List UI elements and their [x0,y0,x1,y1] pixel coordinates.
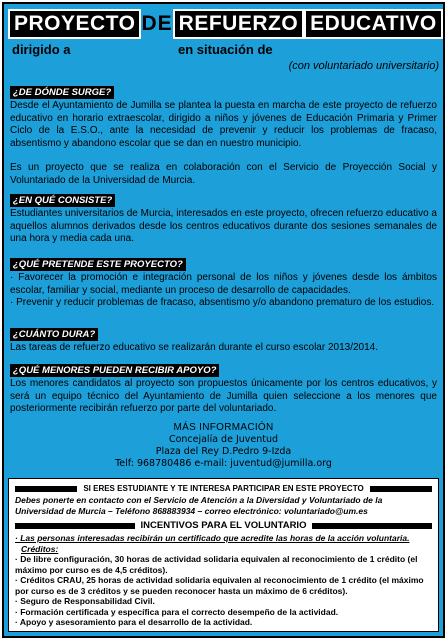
title-word-proyecto: PROYECTO [8,9,141,39]
section-heading: ¿CUÁNTO DURA? [10,328,98,341]
student-heading-label: SI ERES ESTUDIANTE Y TE INTERESA PARTICIPAR EN ESTE PROYECTO [83,484,364,493]
contact-text: Debes ponerte en contacto con el Servicio de Atención a la Diversidad y Voluntariado de la Universidad de Murcia – Teléfono 868883934 – correo electrónico: voluntariado@um.es [15,495,383,516]
section-body [10,100,437,187]
more-info-line: Plaza del Rey D.Pedro 9-Izda [155,446,292,457]
paragraph: · Prevenir y reducir problemas de fracaso, absentismo y/o abandono prematuro de los estudios. [10,297,435,308]
incentive-item: · Formación certificada y específica para el correcto desempeño de la actividad. [15,606,339,617]
volunteer-box [8,478,439,632]
section-heading: ¿QUÉ MENORES PUEDEN RECIBIR APOYO? [10,364,219,377]
subtitle-dirigido: dirigido a [12,42,71,57]
more-info-contact: Telf: 968780486 e-mail: juventud@jumilla.org [115,458,332,469]
more-info-title: MÁS INFORMACIÓN [173,422,274,433]
section-body [10,378,437,416]
incentive-item: · Apoyo y asesoramiento para el desarrollo de la actividad. [15,617,253,627]
student-heading [15,484,432,493]
incentives-heading-label: INCENTIVOS PARA EL VOLUNTARIO [140,520,307,531]
section-heading: ¿QUÉ PRETENDE ESTE PROYECTO? [10,258,186,271]
incentives-list [15,533,432,628]
divider [370,486,432,492]
section-consists [10,190,437,246]
section-aims [10,254,437,310]
paragraph: Es un proyecto que se realiza en colaboración con el Servicio de Proyección Social y Voluntariado de la Universidad de Murcia. [10,162,437,186]
divider [15,486,77,492]
section-heading: ¿EN QUÉ CONSISTE? [10,194,115,207]
paragraph: Desde el Ayuntamiento de Jumilla se plantea la puesta en marcha de este proyecto de refuerzo educativo en horario extraescolar, dirigido a niños y jóvenes de Educación Primaria y Primer Ciclo de la E.S.O., ante la necesidad de prevenir y reducir los problemas de fracaso, absentismo y abandono escolar que se dan en nuestro municipio. [10,100,437,149]
section-duration [10,324,437,355]
incentive-intro: · Las personas interesadas recibirán un certificado que acredite las horas de la acción voluntaria. [15,533,410,543]
section-heading: ¿DE DÓNDE SURGE? [10,86,114,99]
title-word-refuerzo: REFUERZO [173,9,305,39]
section-minors [10,360,437,416]
more-info-line: Concejalía de Juventud [168,434,279,445]
title-word-de: DE [141,12,173,35]
paragraph: · Favorecer la promoción e integración personal de los niños y jóvenes desde los ámbitos escolar, familiar y social, mediante un proceso de desarrollo de capacidades. [10,272,437,296]
credits-label: Créditos: [21,543,59,554]
more-info [10,422,437,472]
title-row [8,10,439,38]
section-body [10,272,437,310]
section-body [10,208,437,246]
incentive-item: · De libre configuración, 30 horas de actividad solidaria equivalen al reconocimiento de 1 crédito (el máximo por curso es de 4,5 créditos). [15,554,418,575]
section-body [10,342,437,355]
incentive-item: · Créditos CRAU, 25 horas de actividad solidaria equivalen al reconocimiento de 1 crédito (el máximo por curso es de 3 créditos y se pueden reconocer hasta un máximo de 6 créditos). [15,575,424,596]
paragraph: Estudiantes universitarios de Murcia, interesados en este proyecto, ofrecen refuerzo educativo a aquellos alumnos derivados desde los centros educativos durante dos sesiones semanales de una hora y media cada una. [10,208,437,244]
divider [15,523,135,529]
paragraph: Los menores candidatos al proyecto son propuestos únicamente por los centros educativos, y será un equipo técnico del Ayuntamiento de Jumilla quien seleccione a los menores que posteriormente recibirán refuerzo por parte del voluntariado. [10,378,437,414]
incentives-heading [15,520,432,531]
title-word-educativo: EDUCATIVO [304,9,443,39]
incentive-item: · Seguro de Responsabilidad Civil. [15,596,155,606]
subtitle-situacion: en situación de [178,42,273,57]
divider [312,523,432,529]
volunteer-note: (con voluntariado universitario) [288,60,439,72]
paragraph: Las tareas de refuerzo educativo se realizarán durante el curso escolar 2013/2014. [10,342,379,353]
poster [2,2,445,638]
section-origin [10,82,437,187]
